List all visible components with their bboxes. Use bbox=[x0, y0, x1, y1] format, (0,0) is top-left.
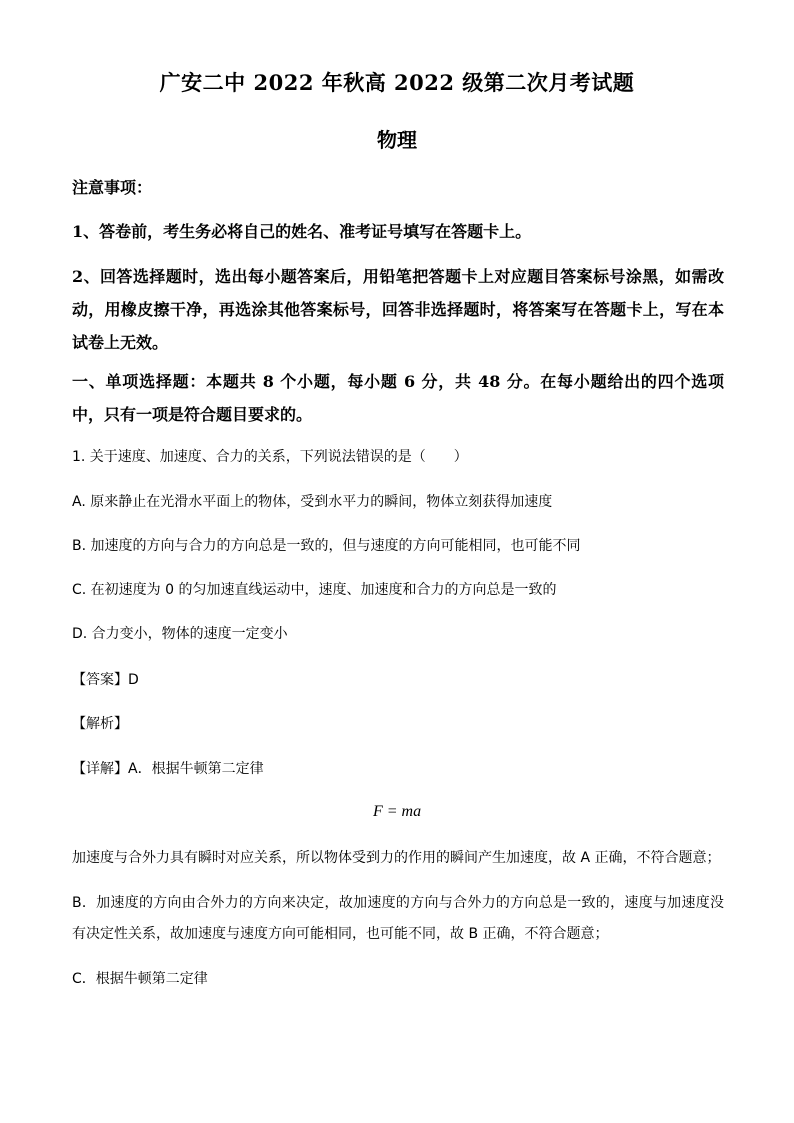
detail-c: C．根据牛顿第二定律 bbox=[72, 971, 208, 987]
question-1-option-d: D. 合力变小，物体的速度一定变小 bbox=[72, 626, 288, 642]
question-1-option-a: A. 原来静止在光滑水平面上的物体，受到水平力的瞬间，物体立刻获得加速度 bbox=[72, 494, 553, 510]
question-1-option-b: B. 加速度的方向与合力的方向总是一致的，但与速度的方向可能相同，也可能不同 bbox=[72, 538, 581, 554]
answer-label: 【答案】D bbox=[72, 672, 139, 688]
analysis-label: 【解析】 bbox=[72, 716, 128, 732]
explain-b: B．加速度的方向由合外力的方向来决定，故加速度的方向与合外力的方向总是一致的，速度与加速度没有决定性关系，故加速度与速度方向可能相同，也可能不同，故 B 正确，不符合题意； bbox=[72, 895, 724, 942]
question-1-stem: 1. 关于速度、加速度、合力的关系，下列说法错误的是（ ） bbox=[72, 449, 468, 465]
detail-a: 【详解】A．根据牛顿第二定律 bbox=[72, 761, 264, 777]
notice-item-1: 1、答卷前，考生务必将自己的姓名、准考证号填写在答题卡上。 bbox=[72, 222, 532, 241]
explain-a: 加速度与合外力具有瞬时对应关系，所以物体受到力的作用的瞬间产生加速度，故 A 正确，不符合题意； bbox=[72, 850, 721, 866]
notice-item-2: 2、回答选择题时，选出每小题答案后，用铅笔把答题卡上对应题目答案标号涂黑，如需改动，用橡皮擦干净，再选涂其他答案标号，回答非选择题时，将答案写在答题卡上，写在本试卷上无效。 bbox=[72, 267, 724, 352]
exam-subject: 物理 bbox=[377, 128, 417, 152]
question-1-option-c: C. 在初速度为 0 的匀加速直线运动中，速度、加速度和合力的方向总是一致的 bbox=[72, 582, 557, 598]
section-1-heading: 一、单项选择题：本题共 8 个小题，每小题 6 分，共 48 分。在每小题给出的四个选项中，只有一项是符合题目要求的。 bbox=[72, 372, 724, 424]
notice-heading: 注意事项： bbox=[72, 178, 153, 197]
exam-title: 广安二中 2022 年秋高 2022 级第二次月考试题 bbox=[159, 70, 635, 95]
newton-second-law-formula: F = ma bbox=[372, 803, 422, 820]
